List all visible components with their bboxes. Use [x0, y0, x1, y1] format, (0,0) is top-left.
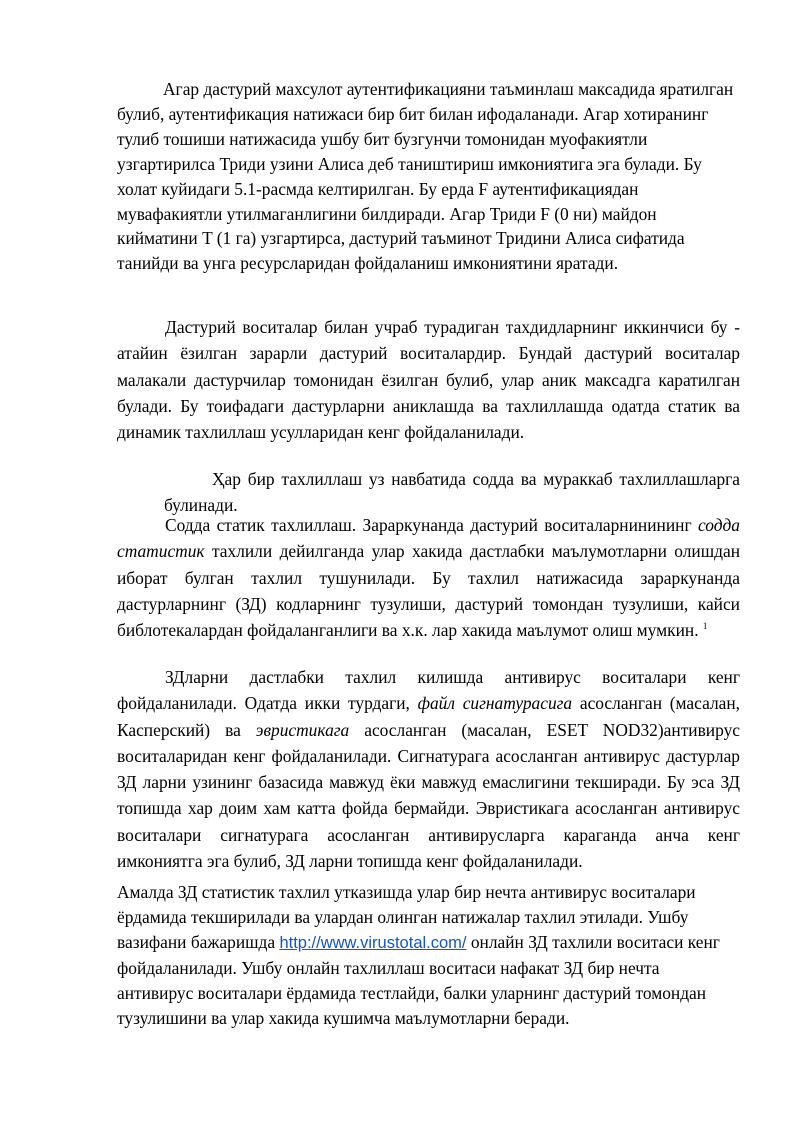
paragraph-malware-threats: Дастурий воситалар билан учраб турадиган тахдидларнинг иккинчиси бу - атайин ёзилган зарарли дастурий воситалардир. Бундай дастурий воситалар малакали дастурчилар томонидан ёзилган булиб, улар аник максадга каратилган булади. Бу тоифадаги дастурларни аниклашда ва тахлиллашда одатда статик ва динамик тахлиллаш усулларидан кенг фойдаланилади.: [117, 317, 740, 443]
p4-italic-term: содда статистик: [117, 515, 740, 562]
p5-text-b: асосланган (масалан, Касперский) ва: [117, 693, 740, 740]
paragraph-analysis-types: [164, 466, 740, 519]
virustotal-link[interactable]: http://www.virustotal.com/: [279, 933, 467, 952]
p5-italic-heuristic: эвристикага: [255, 719, 350, 740]
p6-text-before: Амалда ЗД статистик тахлил утказишда улар бир нечта антивирус воситалари ёрдамида текширилади ва улардан олинган натижалар тахлил этилади. Ушбу вазифани бажаришда: [117, 882, 696, 952]
p4-text-before: Содда статик тахлиллаш. Зараркунанда дастурий воситаларнинининг: [165, 515, 698, 535]
footnote-marker[interactable]: 1: [702, 621, 708, 632]
p5-italic-signature: файл сигнатурасига: [417, 693, 573, 714]
paragraph-authentication: [117, 77, 740, 276]
paragraph-authentication-text: Агар дастурий махсулот аутентификацияни таъминлаш максадида яратилган булиб, аутентификация натижаси бир бит билан ифодаланади. Агар хотиранинг тулиб тошиши натижасида ушбу бит бузгунчи томонидан муофакиятли узгартирилса Триди узини Алиса деб таништириш имкониятига эга булади. Бу холат куйидаги 5.1-расмда келтирилган. Бу ерда F аутентификациядан мувафакиятли утилмаганлигини билдиради. Агар Триди F (0 ни) майдон кийматини T (1 га) узгартирса, дастурий таъминот Тридини Алиса сифатида танийди ва унга ресурсларидан фойдаланиш имкониятини яратади.: [117, 79, 734, 274]
p5-text-c: асосланган (масалан, ESET NOD32)антивирус воситаларидан кенг фойдаланилади. Сигнатурага асосланган антивирус дастурлар ЗД ларни узининг базасида мавжуд ёки мавжуд емаслигини текширади. Бу эса ЗД топишда хар доим хам катта фойда бермайди. Эвристикага асосланган антивирус воситалари сигнатурага асосланган антивирусларга караганда анча кенг имкониятга эга булиб, ЗД ларни топишда кенг фойдаланилади.: [117, 719, 740, 872]
p4-text-after: тахлили дейилганда улар хакида дастлабки маълумотларни олишдан иборат булган тахлил тушунилади. Бу тахлил натижасида зараркунанда дастурларнинг (ЗД) кодларнинг тузулиши, дастурий томондан тузулиши, кайси библотекалардан фойдаланганлиги ва х.к. лар хакида маълумот олиш мумкин.: [117, 541, 740, 641]
paragraph-simple-static-analysis: [117, 512, 740, 643]
p6-text-after: онлайн ЗД тахлили воситаси кенг фойдаланилади. Ушбу онлайн тахлиллаш воситаси нафакат ЗД бир нечта антивирус воситалари ёрдамида тестлайди, балки уларнинг дастурий томондан тузулишини ва улар хакида кушимча маълумотларни беради.: [117, 931, 720, 1028]
paragraph-virustotal: [117, 880, 740, 1030]
paragraph-antivirus-tools: [117, 664, 740, 874]
paragraph-analysis-types-text: Ҳар бир тахлиллаш уз навбатида содда ва мураккаб тахлиллашларга булинади.: [164, 469, 740, 516]
p5-text-a: ЗДларни дастлабки тахлил килишда антивирус воситалари кенг фойдаланилади. Одатда икки турдаги,: [117, 667, 740, 714]
